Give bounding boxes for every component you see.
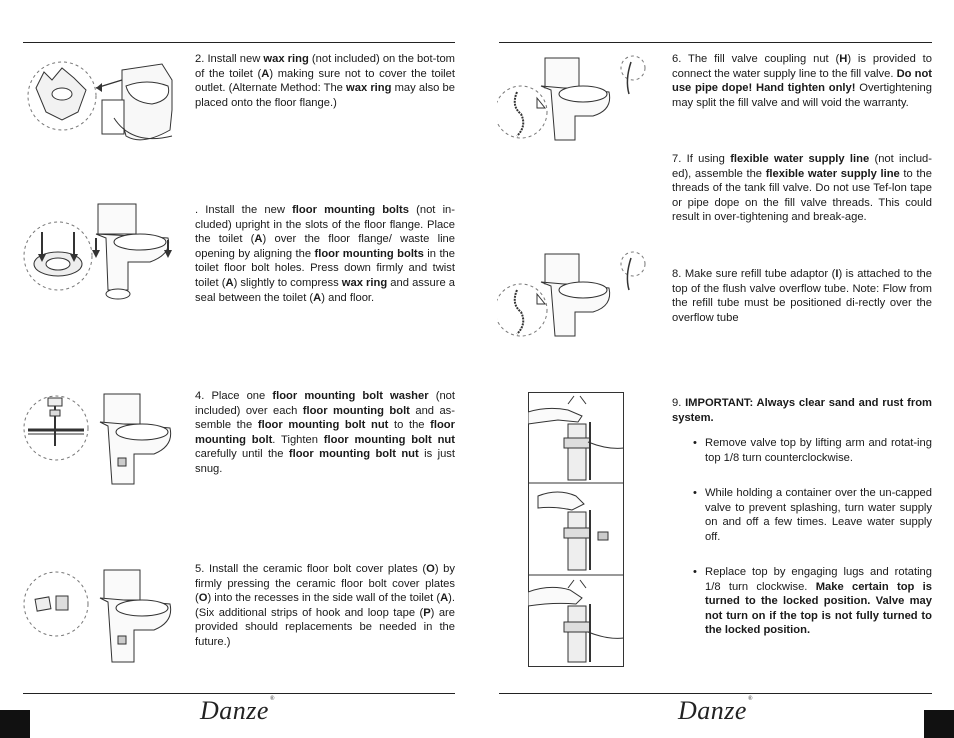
step-3-text: . Install the new floor mounting bolts (not in-cluded) upright in the slots of the floor flange. Place the toilet (A) over the floor flange/ waste line opening by aligning the floor mounting bolts in the toilet floor bolt holes. Press down firmly and twist toilet (A) slightly to compress wax ring and assure a seal between the toilet (A) and floor. [195,204,455,304]
step-9-bullet-3: • Replace top by engaging lugs and rotating 1/8 turn clockwise. Make certain top is turned to the locked position. Valve may not turn on if the top is not fully turned to the locked position. [693,566,932,637]
top-rule-left [23,42,455,43]
fill-valve-nut-illustration [497,50,657,145]
cover-plates-illustration [22,562,182,672]
step-7-text: 7. If using flexible water supply line (not includ-ed), assemble the flexible water supply line to the threads of the tank fill valve. Do not use Tef-lon tape or pipe dope on the fill valve threads. This could result in over-tightening and break-age. [672,153,932,224]
step-2-text: 2. Install new wax ring (not included) on the bot-tom of the toilet (A) making sure not to cover the toilet outlet. (Alternate Method: The wax ring may also be placed onto the floor flange.) [195,53,455,109]
step-4-text: 4. Place one floor mounting bolt washer (not included) over each floor mounting bolt and as-semble the floor mounting bolt nut to the floor mounting bolt. Tighten floor mounting bolt nut carefully until the floor mounting bolt nut is just snug. [195,390,456,475]
bottom-rule-left [23,693,455,694]
danze-logo-right: Danze® [678,696,753,725]
bottom-rule-right [499,693,932,694]
valve-cleaning-illustration [528,392,624,667]
step-6-text: 6. The fill valve coupling nut (H) is provided to connect the water supply line to the fill valve. Do not use pipe dope! Hand tighten only! Overtightening may split the fill valve and will void the warranty. [672,53,933,109]
wax-ring-illustration [22,50,182,155]
top-rule-right [499,42,932,43]
danze-logo-left: Danze® [200,696,275,725]
step-9-text: 9. IMPORTANT: Always clear sand and rust from system. [672,397,932,424]
floor-bolts-illustration [22,198,182,308]
page-corner-tab-right [924,710,954,738]
step-9-bullet-1: • Remove valve top by lifting arm and rotat-ing top 1/8 turn counterclockwise. [693,437,932,464]
step-8-text: 8. Make sure refill tube adaptor (I) is attached to the top of the flush valve overflow tube. Note: Flow from the refill tube must be positioned di-rectly over the overflow tube [672,268,932,324]
page-corner-tab-left [0,710,30,738]
step-9-bullet-2: • While holding a container over the un-capped valve to prevent splashing, turn water supply on and off a few times. Leave water supply off. [693,487,932,543]
step-5-text: 5. Install the ceramic floor bolt cover plates (O) by firmly pressing the ceramic floor bolt cover plates (O) into the recesses in the side wall of the toilet (A). (Six additional strips of hook and loop tape (P) are provided should replacements be needed in the future.) [195,563,455,648]
bolt-washer-illustration [22,384,182,494]
refill-tube-illustration [497,248,657,343]
